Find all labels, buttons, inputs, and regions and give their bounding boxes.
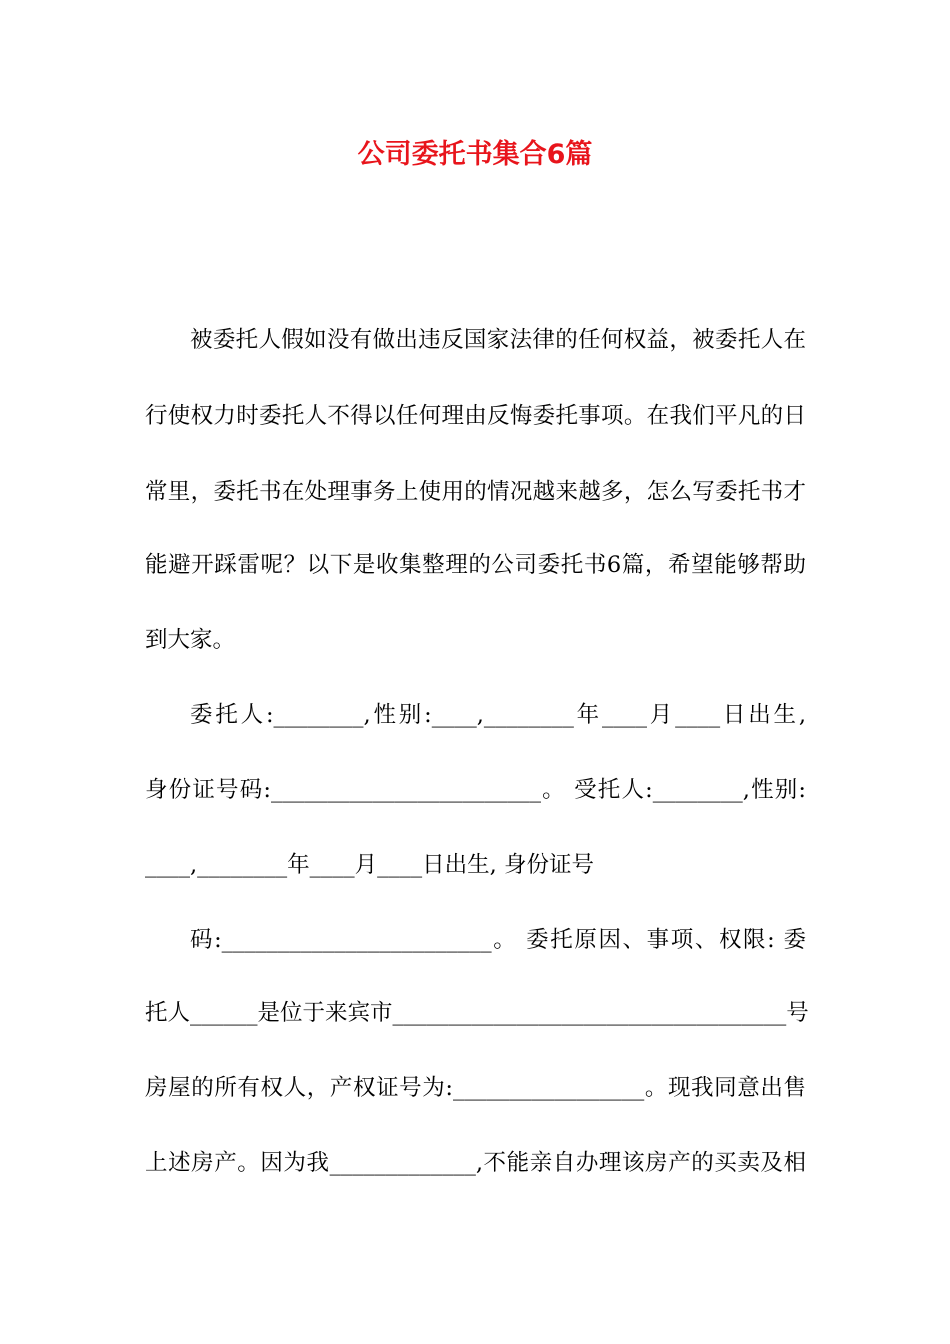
form-line-3: ____,________年____月____日出生, 身份证号 xyxy=(145,852,594,878)
paragraph-line-5: 到大家。 xyxy=(145,627,236,653)
form-line-5: 托人______是位于来宾市___________________________________号 xyxy=(145,1000,809,1026)
form-line-2: 身份证号码:________________________。 受托人:________,性别: xyxy=(145,777,806,803)
form-line-7: 上述房产。因为我_____________,不能亲自办理该房产的买卖及相 xyxy=(145,1150,806,1176)
paragraph-line-1: 被委托人假如没有做出违反国家法律的任何权益，被委托人在 xyxy=(190,327,806,353)
paragraph-line-2: 行使权力时委托人不得以任何理由反悔委托事项。在我们平凡的日 xyxy=(145,403,806,429)
paragraph-line-4: 能避开踩雷呢？以下是收集整理的公司委托书6篇，希望能够帮助 xyxy=(145,552,806,578)
form-line-1: 委托人:________,性别:____,________年____月____日出生, xyxy=(190,702,806,728)
paragraph-line-3: 常里，委托书在处理事务上使用的情况越来越多，怎么写委托书才 xyxy=(145,479,806,505)
form-line-6: 房屋的所有权人，产权证号为:_________________。现我同意出售 xyxy=(145,1075,806,1101)
document-title: 公司委托书集合6篇 xyxy=(357,139,593,170)
form-line-4: 码:________________________。 委托原因、事项、权限: 委 xyxy=(190,927,806,953)
